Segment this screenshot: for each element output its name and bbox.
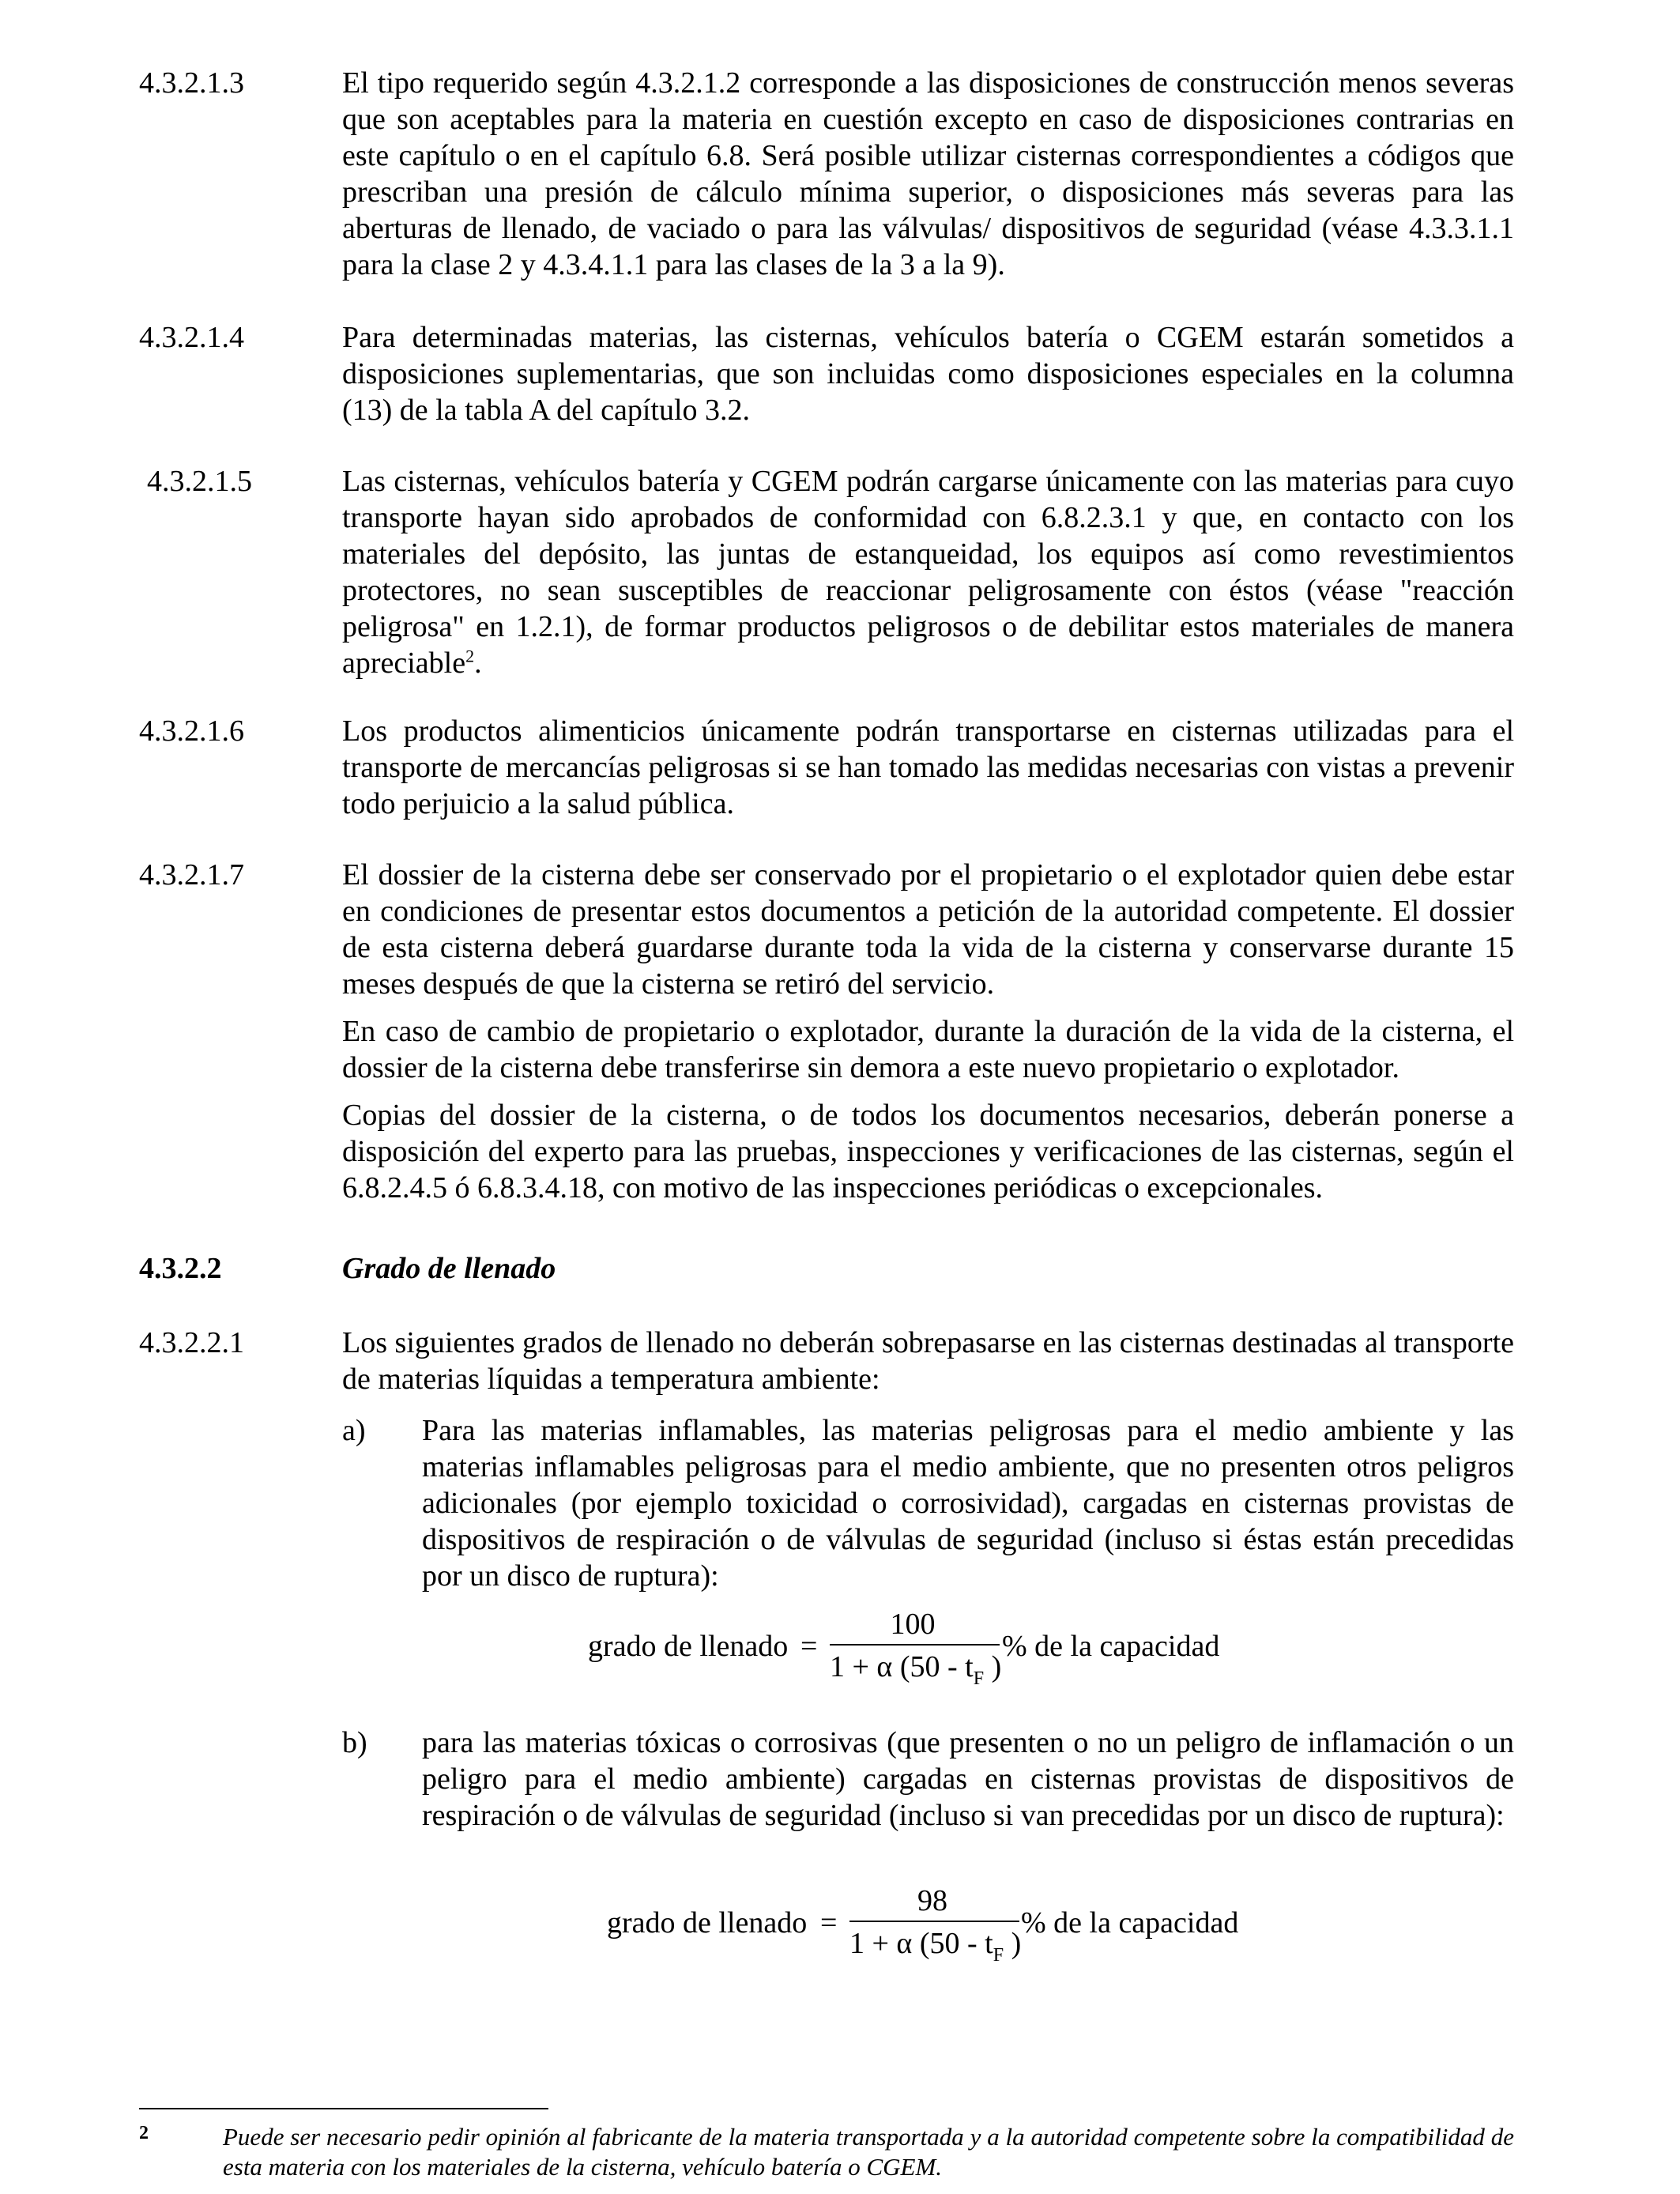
formula-tail: % de la capacidad [1021, 1906, 1239, 1940]
paragraph-text: Las cisternas, vehículos batería y CGEM podrán cargarse únicamente con las materias para cuyo transporte hayan sido aprobados de conformidad con 6.8.2.3.1 y que, en contacto con los materiales del depósito, las juntas de estanqueidad, los equipos así como revestimientos protectores, no sean susceptibles de reaccionar peligrosamente con éstos (véase "reacción peligrosa" en 1.2.1), de formar productos peligrosos o de debilitar estos materiales de manera apreciable [342, 465, 1514, 680]
denominator-close: ) [984, 1650, 1002, 1683]
section-number: 4.3.2.1.3 [139, 66, 244, 100]
list-item-label: b) [342, 1726, 367, 1759]
paragraph [342, 463, 1514, 681]
denominator-close: ) [1004, 1927, 1022, 1960]
formula-label: grado de llenado [588, 1630, 789, 1663]
footnote-reference: 2 [465, 646, 475, 666]
section-text [342, 65, 1514, 283]
denominator-text: 1 + α (50 - t [849, 1927, 993, 1960]
denominator-subscript: F [973, 1668, 985, 1689]
footnote-text: Puede ser necesario pedir opinión al fabricante de la materia transportada y a la autoridad competente sobre la compatibilidad de esta materia con los materiales de la cisterna, vehículo batería o CGEM. [223, 2123, 1514, 2181]
formula-equals: = [800, 1630, 818, 1663]
section-number: 4.3.2.1.6 [139, 714, 244, 748]
formula-denominator [830, 1649, 1001, 1689]
section-text [342, 713, 1514, 822]
formula-b [0, 1883, 1680, 1970]
denominator-text: 1 + α (50 - t [830, 1650, 974, 1683]
section-number: 4.3.2.1.4 [139, 321, 244, 354]
list-item-text: Para las materias inflamables, las materias peligrosas para el medio ambiente y las materias inflamables peligrosas para el medio ambiente, que no presenten otros peligros adicionales (por ejemplo toxicidad o corrosividad), cargadas en cisternas provistas de dispositivos de respiración o de válvulas de seguridad (incluso si éstas están precedidas por un disco de ruptura): [422, 1414, 1514, 1593]
section-text [342, 463, 1514, 681]
fraction-bar [830, 1644, 1000, 1646]
paragraph: Para determinadas materias, las cisternas, vehículos batería o CGEM estarán sometidos a disposiciones suplementarias, que son incluidas como disposiciones especiales en la columna (13) de la tabla A del capítulo 3.2. [342, 321, 1514, 427]
section-intro: Los siguientes grados de llenado no deberán sobrepasarse en las cisternas destinadas al transporte de materias líquidas a temperatura ambiente: [342, 1326, 1514, 1396]
section-text [342, 319, 1514, 428]
list-item-text: para las materias tóxicas o corrosivas (que presenten o no un peligro de inflamación o un peligro para el medio ambiente) cargadas en cisternas provistas de dispositivos de respiración o de válvulas de seguridad (incluso si van precedidas por un disco de ruptura): [422, 1726, 1514, 1832]
section-number: 4.3.2.1.7 [139, 858, 244, 892]
paragraph: Los productos alimenticios únicamente podrán transportarse en cisternas utilizadas para el transporte de mercancías peligrosas si se han tomado las medidas necesarias con vistas a prevenir todo perjuicio a la salud pública. [342, 714, 1514, 820]
paragraph: El dossier de la cisterna debe ser conservado por el propietario o el explotador quien debe estar en condiciones de presentar estos documentos a petición de la autoridad competente. El dossier de esta cisterna deberá guardarse durante toda la vida de la cisterna y conservarse durante 15 meses después de que la cisterna se retiró del servicio. [342, 858, 1514, 1001]
heading-number: 4.3.2.2 [139, 1252, 222, 1285]
formula-numerator: 98 [917, 1884, 947, 1917]
section-text [342, 857, 1514, 1206]
formula-denominator [849, 1925, 1021, 1966]
fraction-bar [849, 1921, 1019, 1922]
denominator-subscript: F [993, 1945, 1004, 1966]
section-number: 4.3.2.2.1 [139, 1326, 244, 1359]
formula-numerator: 100 [890, 1608, 936, 1641]
formula-label: grado de llenado [607, 1906, 808, 1940]
formula-equals: = [820, 1906, 838, 1940]
footnote-separator [139, 2108, 548, 2109]
paragraph: El tipo requerido según 4.3.2.1.2 corresponde a las disposiciones de construcción menos severas que son aceptables para la materia en cuestión excepto en caso de disposiciones contrarias en este capítulo o en el capítulo 6.8. Será posible utilizar cisternas correspondientes a códigos que prescriban una presión de cálculo mínima superior, o disposiciones más severas para las aberturas de llenado, de vaciado o para las válvulas/ dispositivos de seguridad (véase 4.3.3.1.1 para la clase 2 y 4.3.4.1.1 para las clases de la 3 a la 9). [342, 66, 1514, 281]
paragraph: En caso de cambio de propietario o explotador, durante la duración de la vida de la cisterna, el dossier de la cisterna debe transferirse sin demora a este nuevo propietario o explotador. [342, 1015, 1514, 1084]
footnote-mark: 2 [139, 2123, 149, 2143]
list-item-label: a) [342, 1414, 366, 1447]
formula-a [0, 1606, 1680, 1693]
paragraph: Copias del dossier de la cisterna, o de todos los documentos necesarios, deberán ponerse a disposición del experto para las pruebas, inspecciones y verificaciones de las cisternas, según el 6.8.2.4.5 ó 6.8.3.4.18, con motivo de las inspecciones periódicas o excepcionales. [342, 1099, 1514, 1204]
paragraph-end: . [474, 647, 482, 680]
section-number: 4.3.2.1.5 [147, 465, 252, 498]
heading-title: Grado de llenado [342, 1252, 556, 1285]
formula-tail: % de la capacidad [1002, 1630, 1220, 1663]
